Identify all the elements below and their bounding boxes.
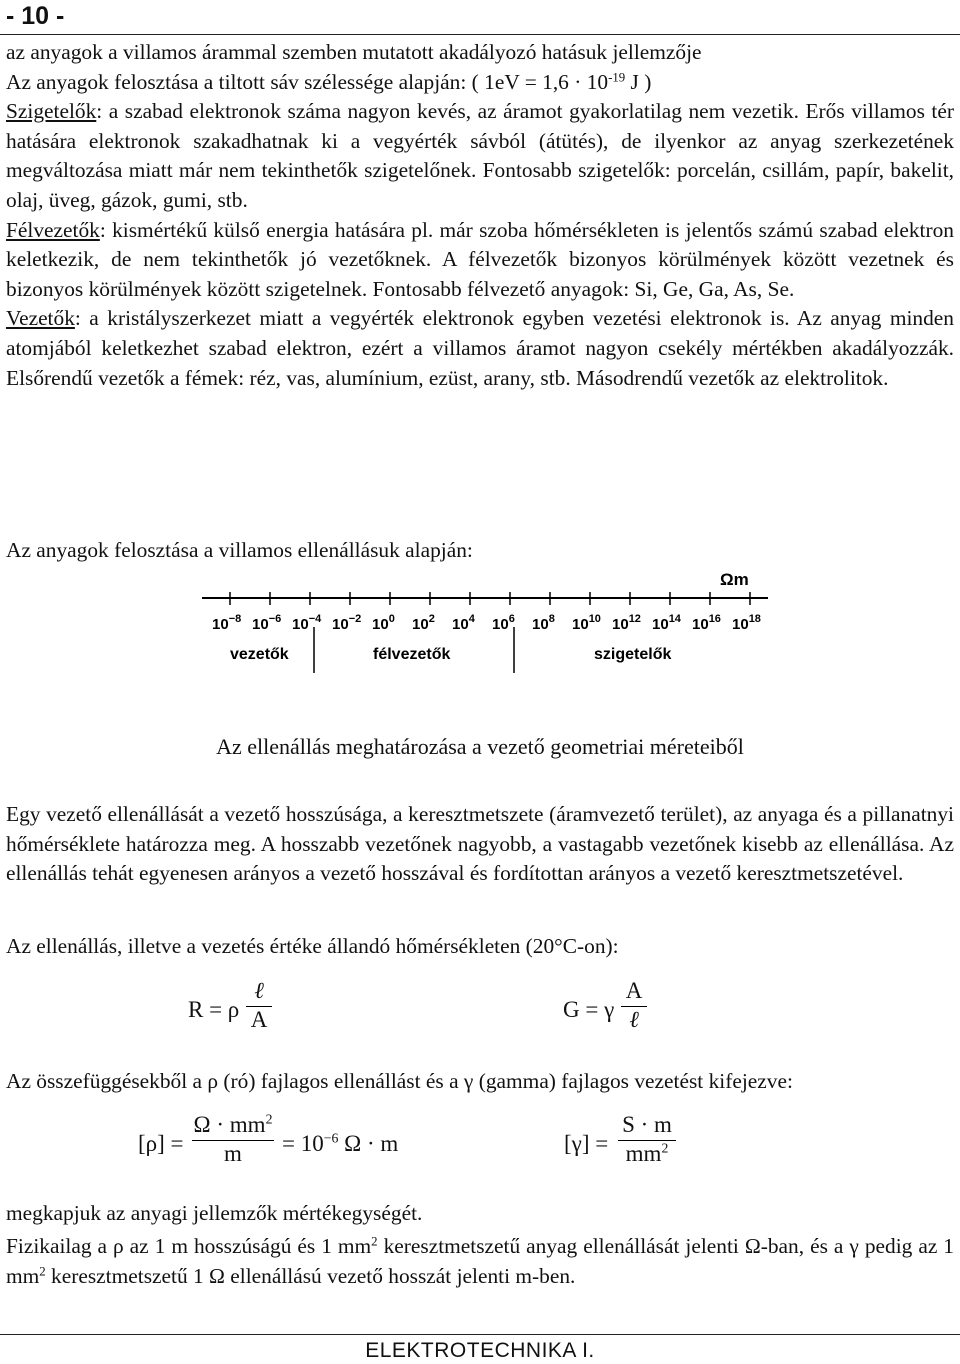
scale-tick-label: $10^{18}$ bbox=[732, 613, 761, 633]
rho-unit-numerator: $\Omega \cdot mm^2$ bbox=[193, 1111, 273, 1137]
scale-tick-label: $10^{12}$ bbox=[612, 613, 641, 633]
scale-category-semiconductors: félvezetők bbox=[373, 646, 451, 663]
conductance-formula-lhs: G = γ bbox=[563, 997, 615, 1022]
resistivity-scale-diagram bbox=[190, 565, 780, 675]
classification-title: Az anyagok felosztása a villamos ellenállásuk alapján: bbox=[6, 538, 473, 562]
scale-tick-label: $10^4$ bbox=[452, 613, 475, 633]
gamma-unit-numerator: S · m bbox=[622, 1112, 672, 1137]
rho-unit-fraction bbox=[192, 1112, 274, 1167]
scale-tick-label: $10^{-4}$ bbox=[292, 613, 322, 633]
constant-temperature-paragraph: Az ellenállás, illetve a vezetés értéke állandó hőmérsékleten (20°C-on): bbox=[6, 934, 619, 958]
scale-category-insulators: szigetelők bbox=[594, 646, 672, 663]
scale-tick-label: $10^8$ bbox=[532, 613, 555, 633]
semiconductors-term: Félvezetők bbox=[6, 217, 100, 242]
conductance-numerator: A bbox=[625, 978, 643, 1003]
rho-unit-lhs: [ρ] = bbox=[138, 1131, 184, 1156]
scale-tick-label: $10^6$ bbox=[492, 613, 515, 633]
resistivity-scale bbox=[190, 565, 780, 680]
physical-meaning-paragraph: Fizikailag a ρ az 1 m hosszúságú és 1 $mm^2$ keresztmetszetű anyag ellenállását jelenti Ω-ban, és a γ pedig az 1 $mm^2$ keresztmetszetű 1 Ω ellenállású vezető hosszát jelenti m-ben. bbox=[6, 1234, 954, 1288]
scale-tick-label: $10^{10}$ bbox=[572, 613, 601, 633]
page-number: - 10 - bbox=[6, 2, 65, 30]
gamma-unit-fraction bbox=[618, 1112, 676, 1167]
conductance-denominator: ℓ bbox=[621, 1006, 647, 1033]
semiconductors-paragraph: Félvezetők: kismértékű külső energia hatására pl. már szoba hőmérsékleten is jelentős számú szabad elektron keletkezik, de nem tekinthetők jó vezetőknek. A félvezetők bizonyos körülmények között vezetnek és bizonyos körülmények között szigetelnek. Fontosabb félvezető anyagok: Si, Ge, Ga, As, Se. bbox=[6, 217, 954, 301]
footer-title: ELEKTROTECHNIKA I. bbox=[365, 1339, 595, 1362]
insulators-paragraph: Szigetelők: a szabad elektronok száma nagyon kevés, az áramot gyakorlatilag nem vezetik. Erős villamos tér hatására elektronok szakadhatnak ki a vegyérték sávból (átütés), de ilyenkor az anyag szerkezetének megváltozása miatt már nem tekinthetők szigetelőnek. Fontosabb szigetelők: porcelán, csillám, papír, bakelit, olaj, üveg, gázok, gumi, stb. bbox=[6, 99, 954, 212]
scale-unit-label: Ωm bbox=[720, 570, 749, 589]
footer-divider bbox=[0, 1334, 960, 1335]
resistance-numerator: ℓ bbox=[254, 978, 264, 1003]
gamma-unit-lhs: [γ] = bbox=[564, 1131, 609, 1156]
scale-tick-label: $10^{-6}$ bbox=[252, 613, 282, 633]
scale-tick-label: $10^0$ bbox=[372, 613, 395, 633]
geometry-paragraph: Egy vezető ellenállását a vezető hosszúsága, a keresztmetszete (áramvezető terület), az anyaga és a pillanatnyi hőmérséklete határozza meg. A hosszabb vezetőnek nagyobb, a vastagabb vezetőnek kisebb az ellenállása. Az ellenállás tehát egyenesen arányos a vezető hosszával és fordítottan arányos a vezető keresztmetszetével. bbox=[6, 802, 954, 886]
insulators-term: Szigetelők bbox=[6, 99, 97, 124]
scale-tick-label: $10^{14}$ bbox=[652, 613, 681, 633]
specific-quantities-paragraph: Az összefüggésekből a ρ (ró) fajlagos ellenállást és a γ (gamma) fajlagos vezetést kifejezve: bbox=[6, 1069, 793, 1093]
resistance-denominator: A bbox=[246, 1006, 272, 1033]
scale-tick-label: $10^{-8}$ bbox=[212, 613, 242, 633]
gamma-unit-denominator: $mm^2$ bbox=[618, 1140, 676, 1167]
resistance-fraction bbox=[246, 978, 272, 1033]
scale-tick-label: $10^{-2}$ bbox=[332, 613, 362, 633]
header-divider bbox=[0, 34, 960, 35]
section-heading: Az ellenállás meghatározása a vezető geometriai méreteiből bbox=[216, 734, 744, 759]
conductors-paragraph: Vezetők: a kristályszerkezet miatt a vegyérték elektronok egyben vezetési elektronok is. Az anyag minden atomjából keletkezhet szabad elektron, ezért a villamos áramot nagyon csekély mértékben akadályozzák. Elsőrendű vezetők a fémek: réz, vas, alumínium, ezüst, arany, stb. Másodrendű vezetők az elektrolitok. bbox=[6, 306, 954, 390]
intro-line-2: Az anyagok felosztása a tiltott sáv szélessége alapján: ( $1eV = 1,6 \cdot 10^{-19}$ J ) bbox=[6, 69, 652, 94]
units-conclusion: megkapjuk az anyagi jellemzők mértékegységét. bbox=[6, 1201, 423, 1225]
conductance-fraction bbox=[621, 978, 647, 1033]
intro-block bbox=[6, 38, 954, 393]
scale-category-conductors: vezetők bbox=[230, 646, 289, 663]
intro-line-1: az anyagok a villamos árammal szemben mutatott akadályozó hatásuk jellemzője bbox=[6, 40, 702, 64]
rho-unit-rhs: = $10^{-6}$ Ω · m bbox=[282, 1130, 399, 1156]
resistance-formula-lhs: R = ρ bbox=[188, 997, 240, 1022]
scale-tick-label: $10^2$ bbox=[412, 613, 435, 633]
scale-tick-label: $10^{16}$ bbox=[692, 613, 721, 633]
rho-unit-denominator: m bbox=[192, 1140, 274, 1167]
conductors-term: Vezetők bbox=[6, 306, 75, 331]
